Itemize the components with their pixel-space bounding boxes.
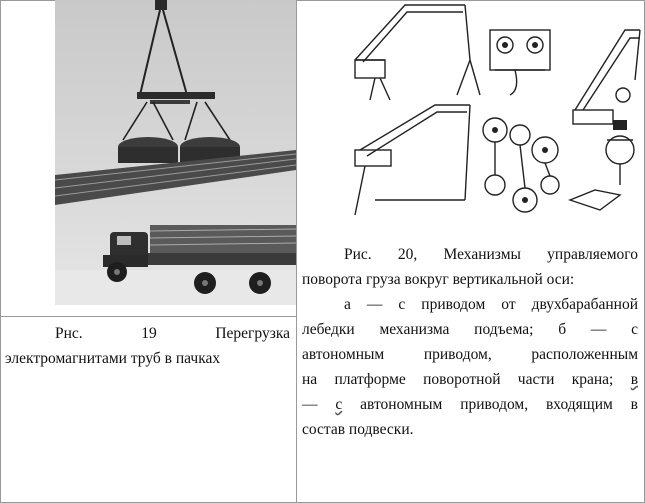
column-divider [296, 0, 297, 503]
figure-20-body-line1: а — с приводом от двухбарабанной [344, 296, 638, 313]
figure-19-caption-line1: Рнс. 19 Перегрузка [55, 325, 290, 342]
figure-20-body-line6: состав подвески. [302, 421, 414, 438]
figure-20-body-line5b: с [335, 396, 343, 413]
row-divider [0, 316, 297, 317]
figure-20-body-line5a: — [302, 396, 318, 413]
figure-20-drawing [345, 0, 645, 225]
figure-20-body-line5c: автономным приводом, входящим в [360, 396, 638, 413]
figure-20-body-line4a: на платформе поворотной части крана; [302, 371, 614, 388]
figure-20-body-line4b: в [630, 371, 639, 388]
figure-20-body-line2: лебедки механизма подъема; б — с [302, 321, 638, 338]
figure-20-caption [302, 242, 638, 442]
figure-19-caption-line2: электромагнитами труб в пачках [5, 350, 221, 367]
figure-20-title-line2: поворота груза вокруг вертикальной оси: [302, 271, 575, 288]
figure-20-body-line3: автономным приводом, расположенным [302, 346, 638, 363]
figure-20-title-line1: Рис. 20, Механизмы управляемого [344, 246, 638, 263]
figure-19-photo [55, 0, 296, 305]
figure-19-caption [5, 321, 290, 371]
